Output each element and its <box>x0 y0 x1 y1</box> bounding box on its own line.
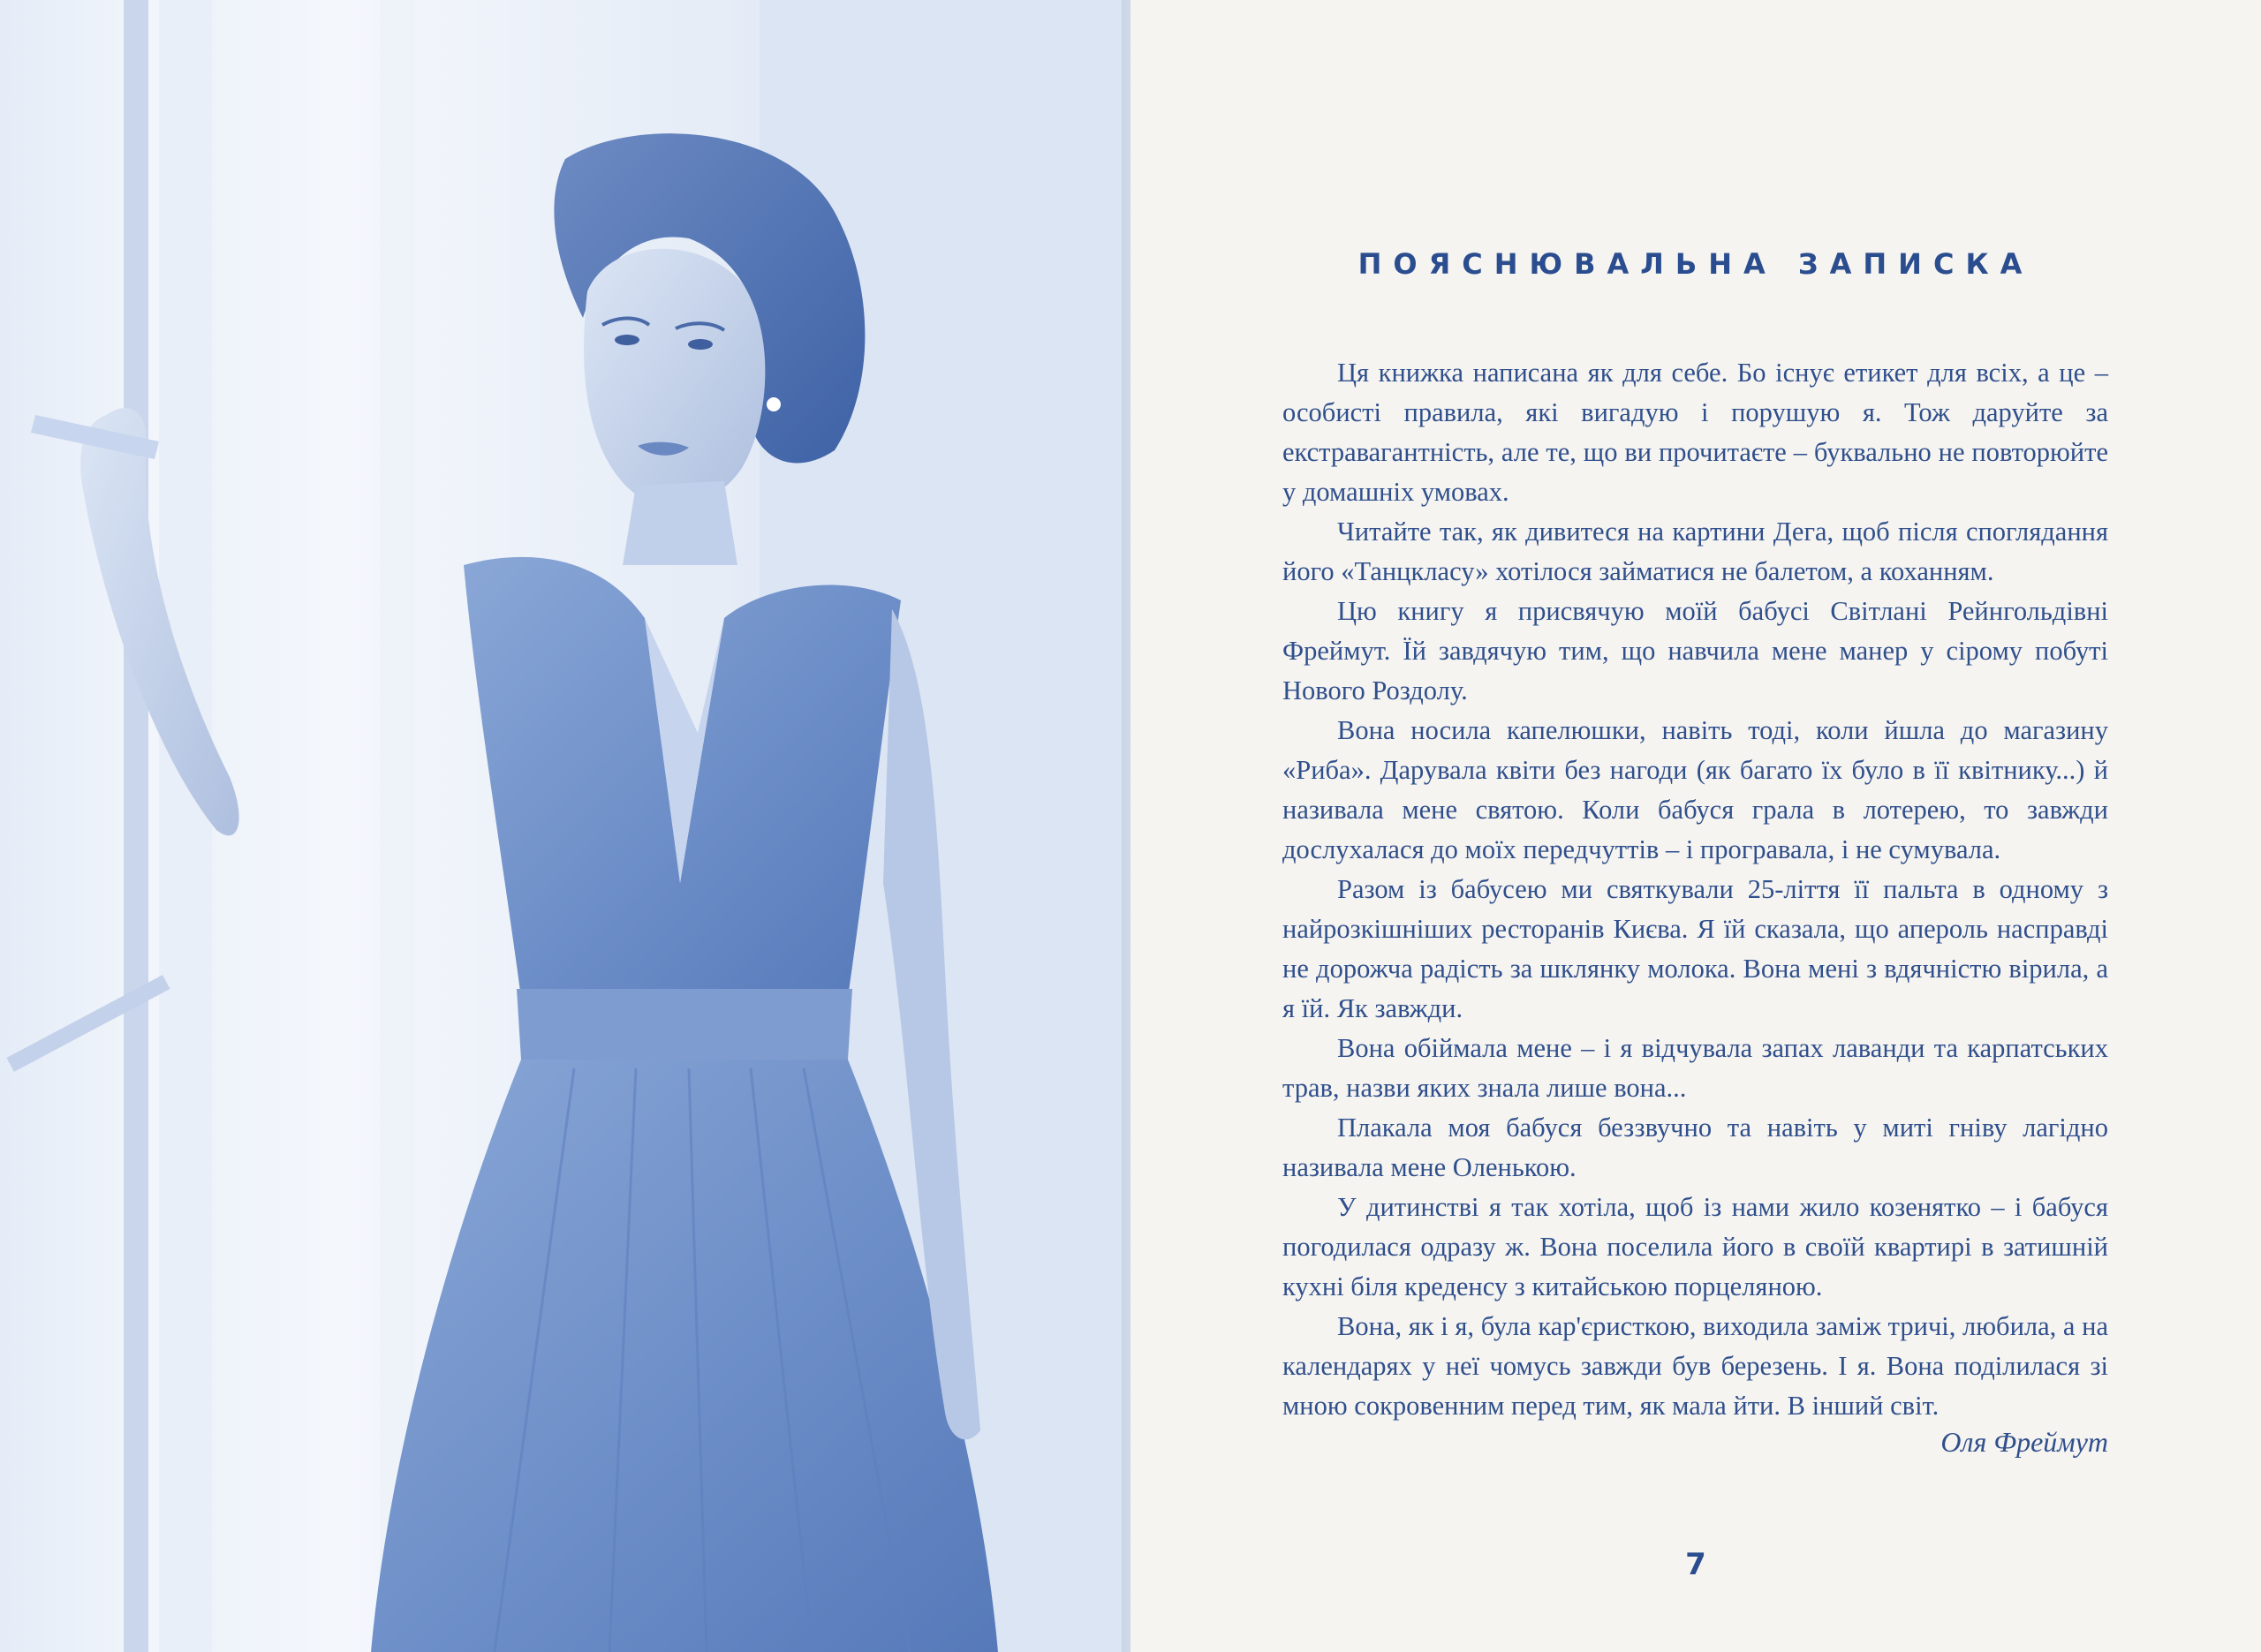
paragraph: Вона обіймала мене – і я відчувала запах лаванди та карпатських трав, назви яких знала лише вона... <box>1282 1033 2108 1103</box>
page-title: ПОЯСНЮВАЛЬНА ЗАПИСКА <box>1357 247 2034 281</box>
paragraph: Плакала моя бабуся беззвучно та навіть у миті гніву лагідно називала мене Оленькою. <box>1282 1113 2108 1182</box>
text-page <box>1130 0 2261 1652</box>
paragraph: У дитинстві я так хотіла, щоб із нами жило козенятко – і бабуся погодилася одразу ж. Вона поселила його в своїй квартирі в затишній кухні біля креденсу з китайською порцеляною. <box>1282 1192 2108 1301</box>
portrait-photo <box>0 0 1130 1652</box>
page-number: 7 <box>1685 1547 1706 1582</box>
body-text <box>1282 353 2108 1426</box>
author-signature: Оля Фреймут <box>1940 1426 2108 1458</box>
paragraph: Вона носила капелюшки, навіть тоді, коли йшла до магазину «Риба». Дарувала квіти без нагоди (як багато їх було в її квітнику...) й називала мене святою. Коли бабуся грала в лотерею, то завжди дослухалася до моїх передчуттів – і програвала, і не сумувала. <box>1282 715 2108 864</box>
paragraph: Читайте так, як дивитеся на картини Дега, щоб після споглядання його «Танцкласу» хотілося займатися не балетом, а коханням. <box>1282 517 2108 586</box>
paragraph: Разом із бабусею ми святкували 25-ліття її пальта в одному з найрозкішніших ресторанів Києва. Я їй сказала, що апероль насправді не дорожча радість за шклянку молока. Вона мені з вдячністю вірила, а я їй. Як завжди. <box>1282 874 2108 1023</box>
paragraph: Вона, як і я, була кар'єристкою, виходила заміж тричі, любила, а на календарях у неї чомусь завжди був березень. І я. Вона поділилася зі мною сокровенним перед тим, як мала йти. В інший світ. <box>1282 1311 2108 1421</box>
paragraph: Цю книгу я присвячую моїй бабусі Світлані Рейнгольдівні Фреймут. Їй завдячую тим, що навчила мене манер у сірому побуті Нового Роздолу. <box>1282 596 2108 705</box>
portrait-photo-illustration <box>0 0 1130 1652</box>
paragraph: Ця книжка написана як для себе. Бо існує етикет для всіх, а це – особисті правила, які вигадую і порушую я. Тож даруйте за екстравагантність, але те, що ви прочитаєте – буквально не повторюйте у домашніх умовах. <box>1282 358 2108 507</box>
